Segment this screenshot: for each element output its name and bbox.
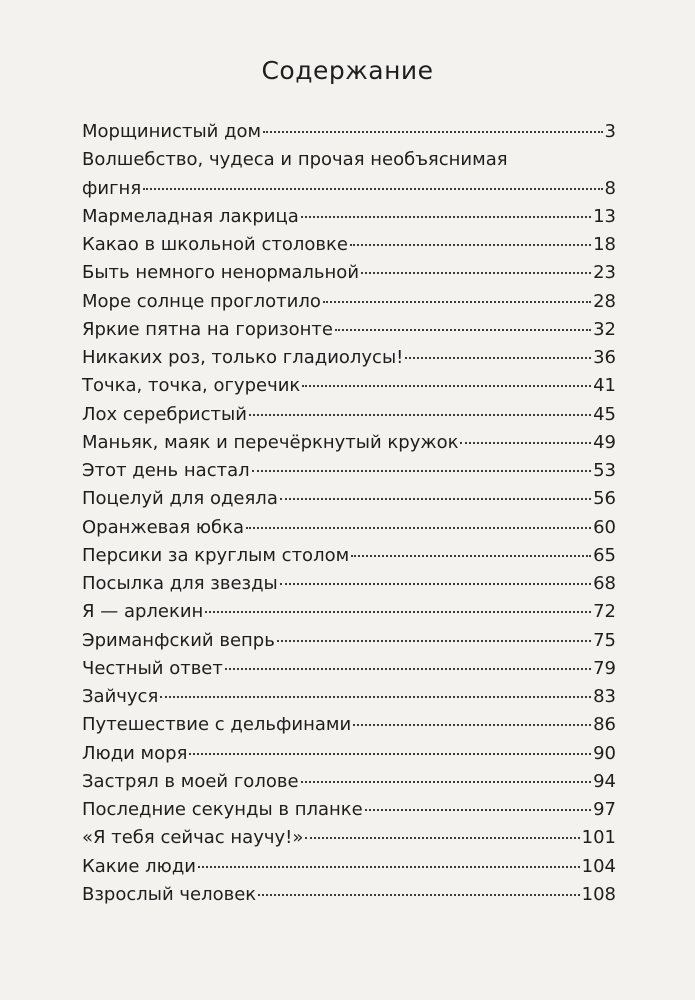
toc-entry <box>82 570 616 598</box>
toc-entry-title: Мармеладная лакрица <box>82 205 299 227</box>
toc-page-number: 56 <box>593 488 616 510</box>
dot-leader <box>301 216 591 218</box>
toc-entry-line <box>82 401 616 429</box>
toc-page-number: 68 <box>593 573 616 594</box>
toc-page-number: 28 <box>593 290 616 312</box>
toc-entry-line <box>82 259 616 287</box>
table-of-contents <box>82 118 616 909</box>
toc-entry <box>82 514 616 542</box>
toc-entry <box>82 203 616 231</box>
toc-entry-title: Поцелуй для одеяла <box>82 488 278 510</box>
toc-entry-line <box>82 796 616 824</box>
toc-entry-line <box>82 372 616 400</box>
toc-entry-title: Маньяк, маяк и перечёркнутый кружок <box>82 431 459 453</box>
toc-entry-title: Какао в школьной столовке <box>82 234 348 255</box>
toc-page-number: 97 <box>593 799 616 820</box>
toc-entry <box>82 881 616 909</box>
toc-entry-line <box>82 203 616 231</box>
toc-entry <box>82 627 616 655</box>
toc-page-number: 36 <box>593 347 616 368</box>
toc-entry-line <box>82 457 616 485</box>
dot-leader <box>277 640 591 642</box>
toc-entry-title: Я — арлекин <box>82 601 204 623</box>
toc-entry-line <box>82 824 616 852</box>
toc-entry-line <box>82 881 616 909</box>
toc-entry-line <box>82 853 616 881</box>
toc-entry-title: Быть немного ненормальной <box>82 262 360 284</box>
dot-leader <box>252 470 591 472</box>
toc-entry <box>82 288 616 316</box>
toc-page-number: 13 <box>593 205 616 227</box>
dot-leader <box>323 301 591 303</box>
dot-leader <box>189 753 591 755</box>
toc-entry <box>82 796 616 824</box>
toc-entry-title: Волшебство, чудеса и прочая необъяснимая <box>82 149 508 171</box>
toc-entry <box>82 655 616 683</box>
toc-entry-line <box>82 768 616 796</box>
toc-page-number: 41 <box>593 375 616 397</box>
toc-entry <box>82 457 616 485</box>
toc-entry <box>82 485 616 513</box>
toc-entry-line <box>82 429 616 457</box>
dot-leader <box>280 498 591 500</box>
toc-page-number: 45 <box>593 403 616 425</box>
toc-entry-title: Честный ответ <box>82 657 223 679</box>
dot-leader <box>143 188 602 190</box>
dot-leader <box>258 894 579 896</box>
toc-entry-title: Персики за круглым столом <box>82 544 350 566</box>
toc-entry-line <box>82 485 616 513</box>
toc-page-number: 79 <box>593 657 616 679</box>
toc-entry <box>82 231 616 259</box>
toc-entry-line <box>82 231 616 259</box>
toc-entry-line <box>82 118 616 146</box>
dot-leader <box>249 414 591 416</box>
toc-entry-line <box>82 344 616 372</box>
toc-page-number: 60 <box>593 516 616 538</box>
toc-entry-title: Последние секунды в планке <box>82 799 363 820</box>
toc-entry-title: Море солнце проглотило <box>82 290 321 312</box>
dot-leader <box>301 781 592 783</box>
toc-entry-line <box>82 740 616 768</box>
toc-entry <box>82 824 616 852</box>
toc-entry-line <box>82 598 616 626</box>
dot-leader <box>365 809 591 811</box>
toc-page-number: 3 <box>604 121 616 142</box>
toc-page-number: 49 <box>593 431 616 453</box>
toc-entry <box>82 711 616 739</box>
dot-leader <box>160 696 591 698</box>
toc-entry-title: Яркие пятна на горизонте <box>82 318 333 340</box>
toc-entry-title: Люди моря <box>82 742 188 764</box>
toc-page-number: 83 <box>593 686 616 707</box>
toc-entry <box>82 598 616 626</box>
toc-entry <box>82 683 616 711</box>
toc-entry-line <box>82 655 616 683</box>
toc-page-number: 104 <box>581 855 616 877</box>
toc-entry <box>82 259 616 287</box>
toc-page-number: 8 <box>604 177 616 199</box>
toc-entry-line <box>82 711 616 739</box>
toc-entry <box>82 118 616 146</box>
toc-entry <box>82 372 616 400</box>
toc-entry-line <box>82 570 616 598</box>
dot-leader <box>305 837 579 839</box>
toc-entry <box>82 740 616 768</box>
toc-entry <box>82 542 616 570</box>
toc-entry-title: Путешествие с дельфинами <box>82 714 352 736</box>
toc-entry <box>82 146 616 203</box>
toc-entry-line <box>82 316 616 344</box>
toc-entry-line <box>82 514 616 542</box>
dot-leader <box>198 866 580 868</box>
dot-leader <box>460 442 591 444</box>
toc-entry-title: Взрослый человек <box>82 883 257 905</box>
dot-leader <box>302 385 591 387</box>
toc-entry-title: Зайчуся <box>82 686 159 707</box>
toc-page-number: 53 <box>593 460 616 481</box>
toc-entry-title: Точка, точка, огуречик <box>82 375 301 397</box>
toc-entry-line <box>82 683 616 711</box>
toc-entry-title: Посылка для звезды <box>82 573 278 594</box>
toc-entry <box>82 768 616 796</box>
toc-entry-line <box>82 288 616 316</box>
dot-leader <box>335 329 591 331</box>
toc-page-number: 18 <box>593 234 616 255</box>
toc-entry-title: Лох серебристый <box>82 403 247 425</box>
dot-leader <box>350 244 591 246</box>
toc-page-number: 32 <box>593 318 616 340</box>
dot-leader <box>246 527 591 529</box>
toc-entry-title: Эриманфский вепрь <box>82 629 275 651</box>
dot-leader <box>205 611 591 613</box>
toc-page-number: 23 <box>593 262 616 284</box>
toc-entry-title: Оранжевая юбка <box>82 516 245 538</box>
dot-leader <box>263 131 602 133</box>
dot-leader <box>225 668 591 670</box>
toc-page-number: 108 <box>581 883 616 905</box>
toc-entry-title: Морщинистый дом <box>82 121 262 142</box>
dot-leader <box>351 555 591 557</box>
toc-entry-title: «Я тебя сейчас научу!» <box>82 827 304 849</box>
toc-entry <box>82 853 616 881</box>
dot-leader <box>353 724 591 726</box>
toc-entry <box>82 316 616 344</box>
dot-leader <box>280 583 591 585</box>
page-title: Содержание <box>261 56 434 85</box>
toc-entry <box>82 429 616 457</box>
toc-entry <box>82 401 616 429</box>
toc-page-number: 65 <box>593 544 616 566</box>
toc-entry-title: Застрял в моей голове <box>82 770 299 792</box>
toc-entry <box>82 344 616 372</box>
toc-entry-title-continuation: фигня <box>82 177 142 199</box>
toc-page-number: 101 <box>581 827 616 849</box>
toc-page-number: 90 <box>593 742 616 764</box>
toc-entry-title: Никаких роз, только гладиолусы! <box>82 347 404 368</box>
toc-page-number: 75 <box>593 629 616 651</box>
toc-entry-title: Этот день настал <box>82 460 250 481</box>
toc-entry-line <box>82 627 616 655</box>
toc-page-number: 72 <box>593 601 616 623</box>
toc-entry-line <box>82 542 616 570</box>
toc-page-number: 86 <box>593 714 616 736</box>
dot-leader <box>361 272 591 274</box>
dot-leader <box>405 357 591 359</box>
toc-entry-title: Какие люди <box>82 855 196 877</box>
toc-entry-line <box>82 175 616 203</box>
toc-page-number: 94 <box>593 770 616 792</box>
